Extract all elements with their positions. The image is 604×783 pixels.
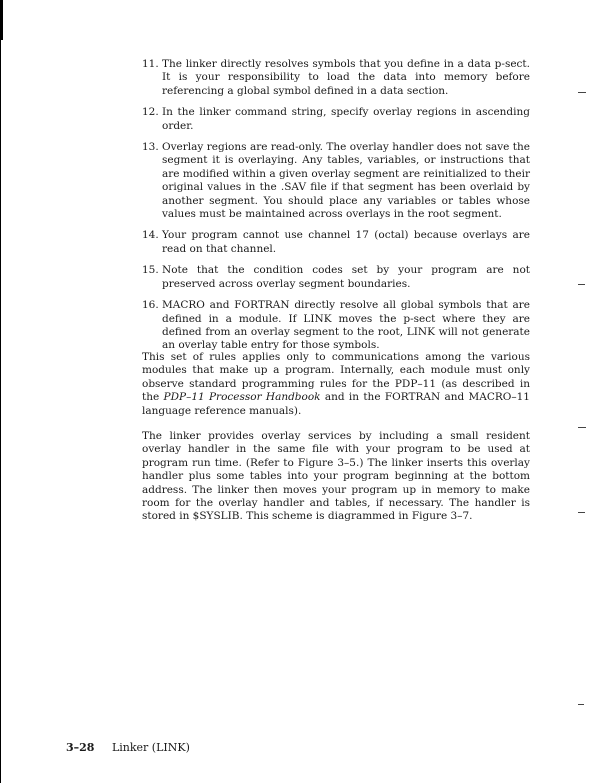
left-page-edge-mark <box>1 0 3 40</box>
rule-text: Your program cannot use channel 17 (octal) because overlays are read on that channel. <box>162 229 530 255</box>
rule-item-11 <box>142 58 530 98</box>
page-footer <box>66 741 190 754</box>
paragraph-text: and in the FORTRAN and MACRO–11 language reference manuals). <box>142 391 530 417</box>
margin-mark-2 <box>578 284 585 285</box>
rule-item-15 <box>142 264 530 291</box>
rule-text: Note that the condition codes set by your program are not preserved across overlay segment boundaries. <box>162 264 530 290</box>
rule-text: The linker directly resolves symbols that you define in a data p-sect. It is your responsibility to load the data into memory before referencing a global symbol defined in a data section. <box>162 58 530 97</box>
left-page-edge-rule <box>0 0 1 783</box>
rule-item-16 <box>142 299 530 353</box>
paragraph-text: This set of rules applies only to communications among the various modules that make up a program. Internally, each module must only observe standard programming rules for the PDP–11 (as described in the <box>142 351 530 404</box>
rule-number: 12. <box>142 106 159 119</box>
rule-text: MACRO and FORTRAN directly resolve all global symbols that are defined in a module. If LINK moves the p-sect where they are defined from an overlay segment to the root, LINK will not generate an overlay table entry for those symbols. <box>162 299 530 352</box>
rule-text: Overlay regions are read-only. The overlay handler does not save the segment it is overlaying. Any tables, variables, or instructions that are modified within a given overlay segment are reinitialized to their original values in the .SAV file if that segment has been overlaid by another segment. You should place any variables or tables whose values must be maintained across overlays in the root segment. <box>162 141 530 221</box>
rule-number: 13. <box>142 141 159 154</box>
rule-item-14 <box>142 229 530 256</box>
margin-mark-5 <box>578 704 584 705</box>
rule-text: In the linker command string, specify overlay regions in ascending order. <box>162 106 530 132</box>
section-title: Linker (LINK) <box>111 741 190 754</box>
rule-number: 11. <box>142 58 159 70</box>
reference-title: PDP–11 Processor Handbook <box>163 391 321 404</box>
body-paragraphs <box>142 351 530 524</box>
rules-section <box>142 58 530 361</box>
page-number: 3–28 <box>66 741 95 754</box>
paragraph-rules-scope <box>142 351 530 418</box>
rule-number: 14. <box>142 229 159 242</box>
rule-number: 15. <box>142 264 159 277</box>
rule-list <box>142 58 530 353</box>
rule-number: 16. <box>142 299 159 312</box>
margin-mark-1 <box>578 92 586 93</box>
margin-mark-4 <box>578 512 585 513</box>
paragraph-overlay-services: The linker provides overlay services by including a small resident overlay handler in the same file with your program to be used at program run time. (Refer to Figure 3–5.) The linker inserts this overlay handler plus some tables into your program beginning at the bottom address. The linker then moves your program up in memory to make room for the overlay handler and tables, if necessary. The handler is stored in $SYSLIB. This scheme is diagrammed in Figure 3–7. <box>142 430 530 523</box>
margin-mark-3 <box>578 427 586 428</box>
rule-item-12 <box>142 106 530 133</box>
rule-item-13 <box>142 141 530 221</box>
